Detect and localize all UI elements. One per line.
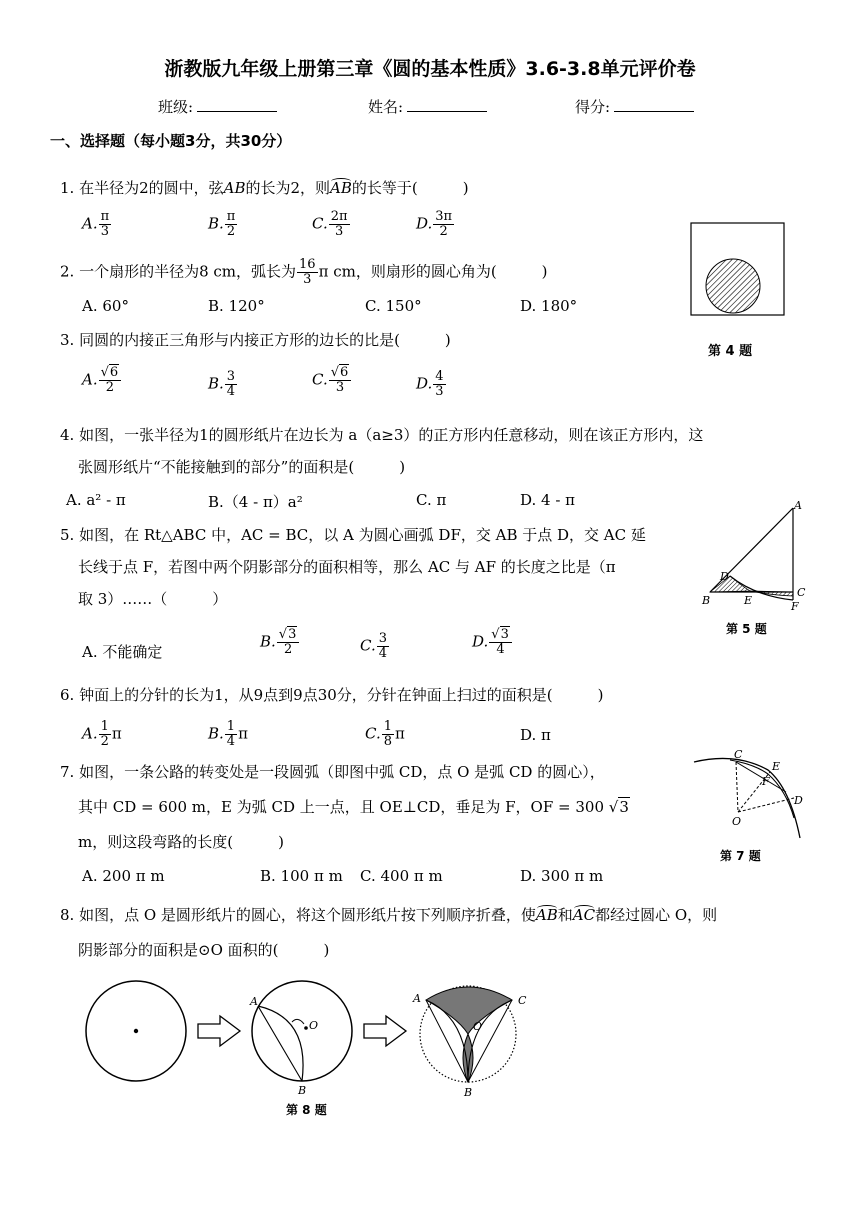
label-a-3: A (413, 992, 421, 1005)
q5-b-label: B. (260, 632, 276, 651)
question-1 (60, 178, 469, 198)
num: 3 (226, 369, 236, 384)
q5-d-label: D. (472, 632, 489, 651)
q1-text-c: 的长等于( ) (351, 179, 469, 197)
q3-option-c (312, 366, 352, 395)
question-7-line-1: 7. 如图，一条公路的转变处是一段圆弧（即图中弧 CD，点 O 是弧 CD 的圆心）， (60, 763, 605, 781)
frac (225, 370, 237, 399)
label-b: B (298, 1084, 307, 1097)
label-e: E (744, 594, 753, 607)
num: √6 (329, 366, 352, 381)
q1-b-label: B. (208, 214, 224, 233)
q2-text-b: π cm，则扇形的圆心角为( ) (318, 262, 548, 281)
question-7-line-2: 其中 CD = 600 m，E 为弧 CD 上一点，且 OE⊥CD，垂足为 F，OF = 300 √3 (78, 798, 629, 816)
frac (329, 210, 350, 239)
arrow-1 (198, 1016, 240, 1046)
q2-text-a: 2. 一个扇形的半径为8 cm，弧长为 (60, 262, 297, 281)
num: √3 (277, 628, 300, 643)
label-o-3: O (473, 1020, 483, 1033)
q8-text-b: 和 (557, 906, 573, 924)
figure-4-caption: 第 4 题 (708, 344, 753, 359)
num: 16 (299, 257, 316, 272)
score-field (575, 96, 694, 117)
den: 3 (100, 224, 110, 239)
den: 4 (226, 384, 236, 399)
q3-b-label: B. (208, 374, 224, 393)
den: 3 (334, 224, 344, 239)
center-dot (134, 1029, 138, 1033)
pi: π (111, 724, 122, 743)
q1-d-label: D. (416, 214, 433, 233)
label-b: B (702, 594, 711, 607)
segment-oc (736, 762, 738, 812)
q1-c-label: C. (312, 214, 328, 233)
radicand: 3 (288, 627, 297, 642)
question-5-line-1: 5. 如图，在 Rt△ABC 中，AC = BC，以 A 为圆心画弧 DF，交 AB 于点 D，交 AC 延 (60, 526, 646, 544)
name-blank (407, 97, 487, 112)
label-c: C (734, 748, 743, 761)
shade-left (710, 576, 750, 592)
question-2 (60, 258, 548, 287)
class-label: 班级: (158, 98, 194, 116)
arc-cd (730, 760, 794, 818)
pi: π (395, 724, 405, 743)
q6-b-label: B. (208, 724, 224, 743)
circle-step-2 (252, 981, 352, 1081)
q4-option-c: C. π (416, 491, 447, 509)
q4-option-b: B.（4 - π）a² (208, 493, 303, 511)
num: 2π (330, 209, 348, 224)
q7-option-b: B. 100 π m (260, 867, 343, 885)
figure-4 (690, 222, 786, 318)
q3-a-label: A. (82, 370, 98, 389)
question-5-line-2: 长线于点 F，若图中两个阴影部分的面积相等，那么 AC 与 AF 的长度之比是（π (78, 558, 616, 576)
q1-ab: AB (223, 179, 246, 197)
paper-circle (706, 259, 760, 313)
q1-option-b (208, 210, 238, 239)
num: π (226, 209, 236, 224)
frac (329, 366, 352, 395)
label-c: C (797, 586, 806, 599)
label-d: D (720, 570, 729, 583)
frac (225, 210, 238, 239)
q5-option-c (360, 632, 390, 661)
q6-option-b (208, 720, 248, 749)
q1-a-label: A. (82, 214, 98, 233)
section-heading: 一、选择题（每小题3分，共30分） (50, 132, 292, 150)
figure-5 (700, 500, 815, 612)
q7-option-c: C. 400 π m (360, 867, 443, 885)
den: 2 (100, 734, 109, 749)
label-o: O (732, 815, 742, 828)
frac (297, 258, 318, 287)
q2-option-a: A. 60° (82, 297, 129, 315)
label-a: A (250, 995, 258, 1008)
q4-option-d: D. 4 - π (520, 491, 576, 509)
frac (99, 210, 112, 239)
radicand: 3 (619, 798, 629, 816)
q5-c-label: C. (360, 636, 376, 655)
num: 1 (100, 719, 109, 734)
radicand: 6 (109, 365, 119, 380)
frac (433, 210, 454, 239)
frac (489, 628, 512, 657)
q3-c-label: C. (312, 370, 328, 389)
label-a: A (794, 499, 802, 512)
den: 2 (283, 642, 293, 657)
label-e: E (772, 760, 781, 773)
radicand: 6 (340, 365, 349, 380)
den: 3 (435, 384, 444, 399)
q6-a-label: A. (82, 724, 98, 743)
question-5-line-3: 取 3）……（ ） (78, 590, 228, 608)
num: 1 (383, 719, 392, 734)
q4-option-a: A. a² - π (66, 491, 126, 509)
q5-option-b (260, 628, 300, 657)
num: 4 (435, 369, 444, 384)
den: 4 (226, 734, 236, 749)
score-label: 得分: (575, 98, 611, 116)
name-label: 姓名: (368, 98, 404, 116)
q6-c-label: C. (365, 724, 381, 743)
q6-option-a (82, 720, 122, 749)
num: √3 (489, 628, 512, 643)
frac (382, 720, 394, 749)
q6-option-d: D. π (520, 726, 551, 744)
label-b-3: B (464, 1086, 473, 1099)
name-field (368, 96, 487, 117)
figure-7 (690, 748, 815, 850)
page-title: 浙教版九年级上册第三章《圆的基本性质》3.6-3.8单元评价卷 (164, 58, 696, 80)
label-o: O (309, 1019, 319, 1032)
q7-option-d: D. 300 π m (520, 867, 604, 885)
frac (433, 370, 445, 399)
label-d: D (794, 794, 803, 807)
den: 2 (226, 224, 236, 239)
q1-arc-ab: AB (330, 179, 352, 197)
q8-arc-ac: AC (572, 906, 596, 924)
frac (377, 632, 389, 661)
q2-option-d: D. 180° (520, 297, 578, 315)
den: 2 (439, 224, 448, 239)
q8-text-a: 8. 如图，点 O 是圆形纸片的圆心，将这个圆形纸片按下列顺序折叠，使 (60, 906, 536, 924)
frac (277, 628, 300, 657)
question-8-line-1 (60, 905, 717, 925)
den: 3 (335, 380, 345, 395)
frac (99, 366, 122, 395)
q8-arc-ab: AB (535, 906, 558, 924)
num: 3 (378, 631, 387, 646)
q3-d-label: D. (416, 374, 433, 393)
num: 1 (226, 719, 236, 734)
q1-text-a: 1. 在半径为2的圆中，弦 (60, 179, 224, 197)
class-blank (197, 97, 277, 112)
segment-od (738, 798, 794, 812)
den: 4 (378, 646, 387, 661)
q1-option-a (82, 210, 112, 239)
q7-line-2-text: 其中 CD = 600 m，E 为弧 CD 上一点，且 OE⊥CD，垂足为 F，OF = 300 (78, 798, 604, 816)
radicand: 3 (500, 627, 509, 642)
q5-option-a: A. 不能确定 (82, 643, 163, 661)
den: 2 (105, 380, 115, 395)
question-7-line-3: m，则这段弯路的长度( ) (78, 833, 284, 851)
question-6: 6. 钟面上的分针的长为1，从9点到9点30分，分针在钟面上扫过的面积是( ) (60, 686, 604, 704)
q1-option-c (312, 210, 351, 239)
q3-option-b (208, 370, 238, 399)
q2-option-b: B. 120° (208, 297, 265, 315)
num: π (100, 209, 110, 224)
figure-8-caption: 第 8 题 (286, 1103, 327, 1117)
label-c-3: C (518, 994, 527, 1007)
label-f: F (791, 600, 799, 613)
label-f: F (762, 775, 770, 788)
figure-8 (80, 978, 540, 1103)
road-arc-outer (694, 758, 800, 838)
class-field (158, 96, 277, 117)
q6-option-c (365, 720, 405, 749)
q7-option-a: A. 200 π m (82, 867, 165, 885)
q8-text-c: 都经过圆心 O，则 (595, 906, 718, 924)
shade-top (426, 987, 512, 1034)
num: √6 (99, 366, 122, 381)
fold-arrow (292, 1019, 304, 1024)
question-3: 3. 同圆的内接正三角形与内接正方形的边长的比是( ) (60, 331, 451, 349)
q3-option-d (416, 370, 447, 399)
frac (225, 720, 237, 749)
question-4-line-2: 张圆形纸片“不能接触到的部分”的面积是( ) (78, 458, 406, 476)
question-8-line-2: 阴影部分的面积是⊙O 面积的( ) (78, 941, 330, 959)
score-blank (614, 97, 694, 112)
question-4-line-1: 4. 如图，一张半径为1的圆形纸片在边长为 a（a≥3）的正方形内任意移动，则在该正方形内，这 (60, 426, 704, 444)
q5-option-d (472, 628, 513, 657)
q3-option-a (82, 366, 122, 395)
q2-option-c: C. 150° (365, 297, 422, 315)
q1-option-d (416, 210, 455, 239)
arrow-2 (364, 1016, 406, 1046)
center-o (304, 1026, 308, 1030)
figure-7-caption: 第 7 题 (720, 849, 761, 863)
frac (99, 720, 111, 749)
pi: π (238, 724, 248, 743)
num: 3π (435, 209, 453, 224)
chord-ab (258, 1006, 302, 1081)
den: 3 (303, 272, 312, 287)
figure-5-caption: 第 5 题 (726, 622, 767, 636)
den: 4 (496, 642, 505, 657)
den: 8 (383, 734, 392, 749)
q1-text-b: 的长为2，则 (245, 179, 331, 197)
